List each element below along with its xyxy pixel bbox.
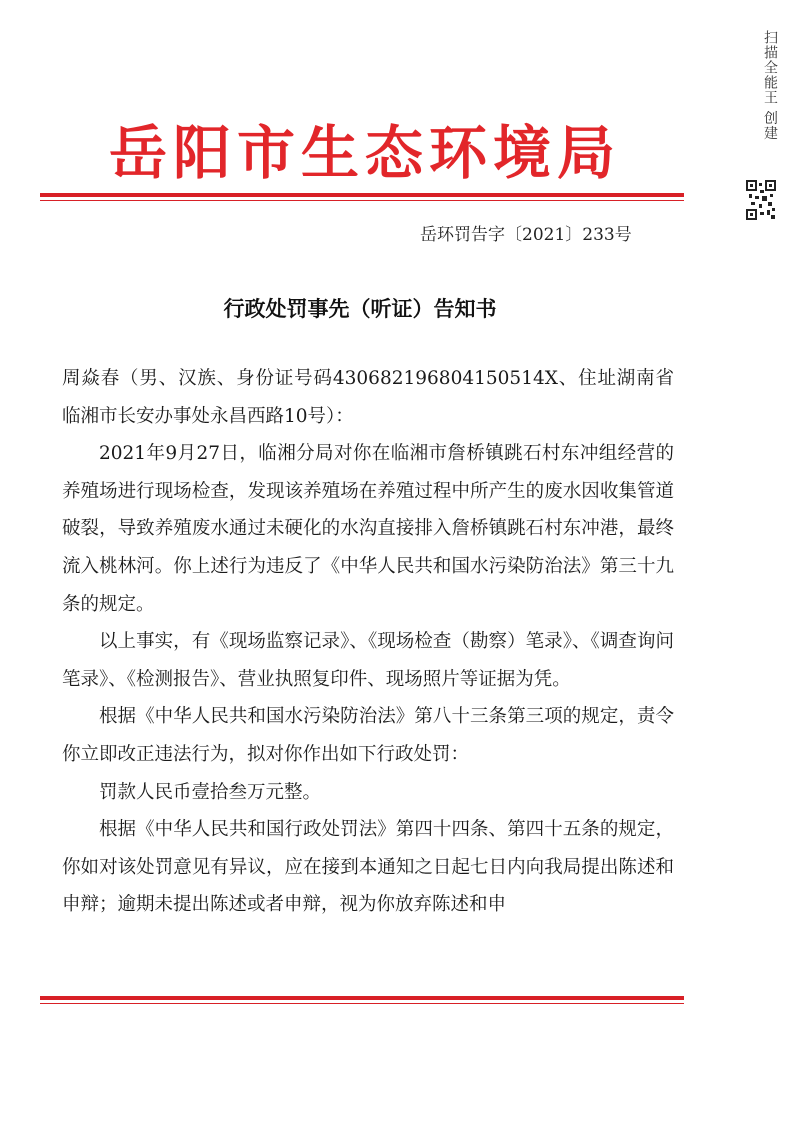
facts-paragraph: 2021年9月27日，临湘分局对你在临湘市詹桥镇跳石村东冲组经营的养殖场进行现场检查，发现该养殖场在养殖过程中所产生的废水因收集管道破裂，导致养殖废水通过未硬化的水沟直接排入詹桥镇跳石村东冲港，最终流入桃林河。你上述行为违反了《中华人民共和国水污染防治法》第三十九条的规定。 [62,443,674,615]
penalty-paragraph: 罚款人民币壹拾叁万元整。 [99,781,322,803]
header-red-rule [40,193,684,201]
legal-basis-paragraph: 根据《中华人民共和国水污染防治法》第八十三条第三项的规定，责令你立即改正违法行为，拟对你作出如下行政处罚： [62,706,674,765]
addressee-paragraph: 周焱春（男、汉族、身份证号码430682196804150514X、住址湖南省临湘市长安办事处永昌西路10号）： [62,368,674,427]
document-number: 岳环罚告字〔2021〕233号 [420,225,632,245]
qr-code-icon [746,180,776,220]
scanner-watermark [744,30,784,210]
document-title: 行政处罚事先（听证）告知书 [223,297,497,321]
rights-paragraph: 根据《中华人民共和国行政处罚法》第四十四条、第四十五条的规定，你如对该处罚意见有异议，应在接到本通知之日起七日内向我局提出陈述和申辩；逾期未提出陈述或者申辩，视为你放弃陈述和申 [62,819,674,916]
document-body [62,360,674,924]
watermark-text: 扫描全能王 创建 [762,30,778,141]
footer-red-rule [40,996,684,1004]
agency-title: 岳阳市生态环境局 [108,119,621,187]
evidence-paragraph: 以上事实，有《现场监察记录》、《现场检查（勘察）笔录》、《调查询问笔录》、《检测报告》、营业执照复印件、现场照片等证据为凭。 [62,631,674,690]
